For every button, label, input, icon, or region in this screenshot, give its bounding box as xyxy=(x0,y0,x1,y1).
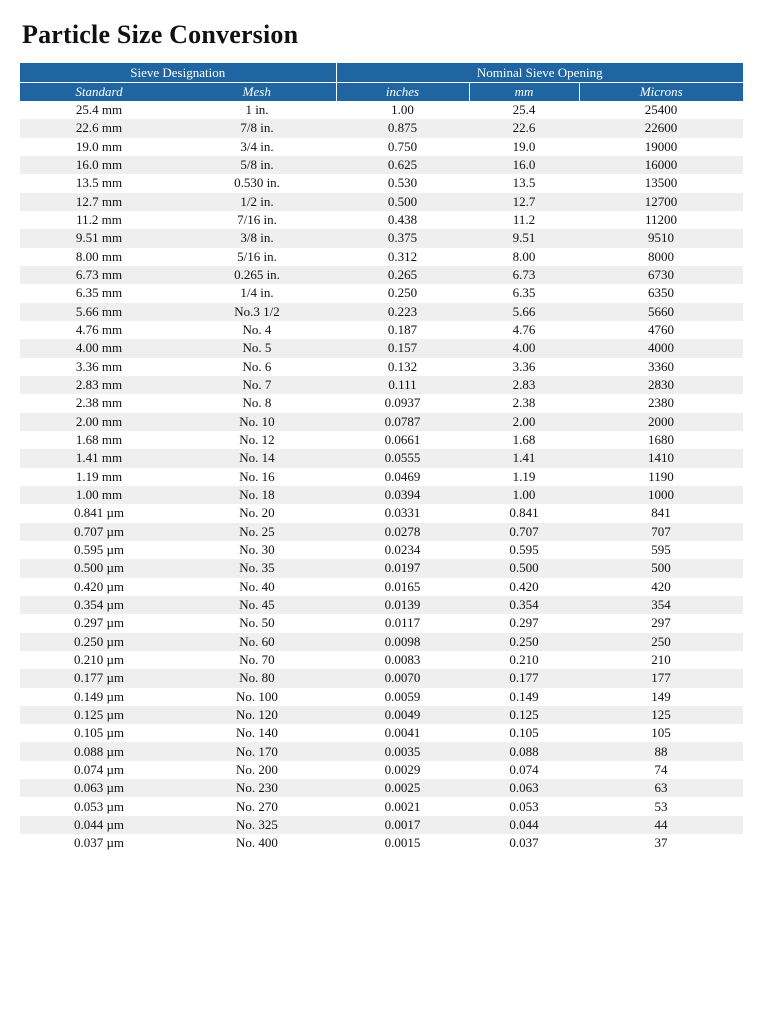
cell-standard: 0.063 µm xyxy=(20,779,178,797)
cell-standard: 13.5 mm xyxy=(20,174,178,192)
cell-mm: 0.177 xyxy=(469,669,579,687)
table-row xyxy=(20,523,743,541)
cell-mm: 0.105 xyxy=(469,724,579,742)
cell-mm: 2.83 xyxy=(469,376,579,394)
cell-inches: 0.0015 xyxy=(336,834,469,852)
cell-inches: 0.0661 xyxy=(336,431,469,449)
page-title: Particle Size Conversion xyxy=(22,20,299,49)
cell-standard: 19.0 mm xyxy=(20,138,178,156)
table-row xyxy=(20,229,743,247)
cell-inches: 0.0049 xyxy=(336,706,469,724)
cell-mesh: No.3 1/2 xyxy=(178,303,336,321)
cell-mm: 3.36 xyxy=(469,358,579,376)
table-row xyxy=(20,193,743,211)
cell-microns: 2830 xyxy=(579,376,743,394)
cell-inches: 0.312 xyxy=(336,248,469,266)
header-column-row xyxy=(20,83,743,102)
cell-mm: 8.00 xyxy=(469,248,579,266)
table-row xyxy=(20,724,743,742)
cell-inches: 0.0025 xyxy=(336,779,469,797)
cell-standard: 8.00 mm xyxy=(20,248,178,266)
cell-mesh: No. 50 xyxy=(178,614,336,632)
table-row xyxy=(20,688,743,706)
table-row xyxy=(20,211,743,229)
cell-mesh: 5/16 in. xyxy=(178,248,336,266)
cell-mesh: No. 40 xyxy=(178,578,336,596)
cell-standard: 2.83 mm xyxy=(20,376,178,394)
cell-inches: 0.132 xyxy=(336,358,469,376)
cell-mesh: No. 80 xyxy=(178,669,336,687)
table-row xyxy=(20,284,743,302)
cell-mm: 2.00 xyxy=(469,413,579,431)
cell-microns: 1680 xyxy=(579,431,743,449)
cell-mesh: No. 200 xyxy=(178,761,336,779)
cell-standard: 0.044 µm xyxy=(20,816,178,834)
cell-mesh: No. 16 xyxy=(178,468,336,486)
cell-mm: 0.420 xyxy=(469,578,579,596)
cell-standard: 0.088 µm xyxy=(20,742,178,760)
cell-microns: 210 xyxy=(579,651,743,669)
cell-standard: 0.037 µm xyxy=(20,834,178,852)
table-row xyxy=(20,321,743,339)
cell-mesh: No. 7 xyxy=(178,376,336,394)
cell-microns: 22600 xyxy=(579,119,743,137)
table-row xyxy=(20,449,743,467)
header-inches: inches xyxy=(336,83,469,102)
table-row xyxy=(20,559,743,577)
cell-standard: 1.00 mm xyxy=(20,486,178,504)
cell-microns: 105 xyxy=(579,724,743,742)
cell-mm: 5.66 xyxy=(469,303,579,321)
table-row xyxy=(20,101,743,119)
cell-standard: 5.66 mm xyxy=(20,303,178,321)
cell-standard: 0.177 µm xyxy=(20,669,178,687)
cell-microns: 16000 xyxy=(579,156,743,174)
cell-mm: 0.354 xyxy=(469,596,579,614)
cell-mm: 19.0 xyxy=(469,138,579,156)
cell-mm: 0.088 xyxy=(469,742,579,760)
cell-standard: 0.841 µm xyxy=(20,504,178,522)
cell-inches: 0.0035 xyxy=(336,742,469,760)
cell-standard: 4.76 mm xyxy=(20,321,178,339)
cell-mesh: 7/8 in. xyxy=(178,119,336,137)
header-standard: Standard xyxy=(20,83,178,102)
cell-mm: 0.250 xyxy=(469,633,579,651)
cell-mesh: No. 170 xyxy=(178,742,336,760)
cell-mm: 1.41 xyxy=(469,449,579,467)
table-row xyxy=(20,651,743,669)
cell-mm: 0.037 xyxy=(469,834,579,852)
table-row xyxy=(20,248,743,266)
cell-microns: 841 xyxy=(579,504,743,522)
table-body xyxy=(20,101,743,852)
cell-standard: 0.105 µm xyxy=(20,724,178,742)
cell-microns: 177 xyxy=(579,669,743,687)
cell-standard: 4.00 mm xyxy=(20,339,178,357)
cell-mm: 25.4 xyxy=(469,101,579,119)
cell-microns: 88 xyxy=(579,742,743,760)
table-row xyxy=(20,541,743,559)
table-row xyxy=(20,669,743,687)
cell-standard: 6.73 mm xyxy=(20,266,178,284)
cell-microns: 37 xyxy=(579,834,743,852)
cell-mesh: No. 5 xyxy=(178,339,336,357)
cell-microns: 13500 xyxy=(579,174,743,192)
table-row xyxy=(20,266,743,284)
cell-microns: 1410 xyxy=(579,449,743,467)
cell-mesh: No. 230 xyxy=(178,779,336,797)
cell-mesh: No. 120 xyxy=(178,706,336,724)
cell-mm: 0.074 xyxy=(469,761,579,779)
cell-inches: 0.0197 xyxy=(336,559,469,577)
cell-mm: 0.063 xyxy=(469,779,579,797)
cell-mesh: No. 8 xyxy=(178,394,336,412)
cell-inches: 0.500 xyxy=(336,193,469,211)
cell-inches: 0.0394 xyxy=(336,486,469,504)
cell-mesh: No. 45 xyxy=(178,596,336,614)
cell-microns: 19000 xyxy=(579,138,743,156)
table-row xyxy=(20,486,743,504)
cell-microns: 63 xyxy=(579,779,743,797)
cell-inches: 1.00 xyxy=(336,101,469,119)
cell-standard: 0.297 µm xyxy=(20,614,178,632)
cell-inches: 0.0041 xyxy=(336,724,469,742)
table-row xyxy=(20,156,743,174)
cell-standard: 0.125 µm xyxy=(20,706,178,724)
cell-standard: 3.36 mm xyxy=(20,358,178,376)
table-row xyxy=(20,174,743,192)
cell-microns: 149 xyxy=(579,688,743,706)
cell-inches: 0.0021 xyxy=(336,797,469,815)
cell-standard: 16.0 mm xyxy=(20,156,178,174)
cell-mesh: 0.265 in. xyxy=(178,266,336,284)
table-row xyxy=(20,596,743,614)
table-row xyxy=(20,119,743,137)
table-row xyxy=(20,578,743,596)
cell-mm: 6.73 xyxy=(469,266,579,284)
table-row xyxy=(20,376,743,394)
cell-microns: 354 xyxy=(579,596,743,614)
cell-mesh: No. 325 xyxy=(178,816,336,834)
cell-mm: 9.51 xyxy=(469,229,579,247)
cell-mesh: 0.530 in. xyxy=(178,174,336,192)
table-row xyxy=(20,742,743,760)
table-row xyxy=(20,614,743,632)
header-group-row xyxy=(20,63,743,83)
cell-inches: 0.625 xyxy=(336,156,469,174)
cell-mesh: 7/16 in. xyxy=(178,211,336,229)
cell-mm: 0.500 xyxy=(469,559,579,577)
table-row xyxy=(20,816,743,834)
header-microns: Microns xyxy=(579,83,743,102)
cell-mesh: No. 100 xyxy=(178,688,336,706)
cell-inches: 0.223 xyxy=(336,303,469,321)
cell-mesh: No. 4 xyxy=(178,321,336,339)
cell-mesh: 3/8 in. xyxy=(178,229,336,247)
header-sieve-designation: Sieve Designation xyxy=(20,63,336,83)
cell-inches: 0.530 xyxy=(336,174,469,192)
cell-standard: 2.38 mm xyxy=(20,394,178,412)
cell-inches: 0.157 xyxy=(336,339,469,357)
cell-mm: 0.595 xyxy=(469,541,579,559)
cell-mesh: 1/2 in. xyxy=(178,193,336,211)
header-nominal-sieve-opening: Nominal Sieve Opening xyxy=(336,63,743,83)
cell-microns: 25400 xyxy=(579,101,743,119)
cell-standard: 0.074 µm xyxy=(20,761,178,779)
cell-mesh: No. 25 xyxy=(178,523,336,541)
cell-microns: 4000 xyxy=(579,339,743,357)
cell-mesh: No. 12 xyxy=(178,431,336,449)
cell-mesh: No. 30 xyxy=(178,541,336,559)
cell-mm: 1.19 xyxy=(469,468,579,486)
cell-standard: 1.19 mm xyxy=(20,468,178,486)
cell-inches: 0.750 xyxy=(336,138,469,156)
table-row xyxy=(20,706,743,724)
cell-inches: 0.0787 xyxy=(336,413,469,431)
table-row xyxy=(20,339,743,357)
cell-mm: 16.0 xyxy=(469,156,579,174)
cell-inches: 0.438 xyxy=(336,211,469,229)
table-row xyxy=(20,779,743,797)
cell-inches: 0.0331 xyxy=(336,504,469,522)
cell-mm: 4.00 xyxy=(469,339,579,357)
table-row xyxy=(20,504,743,522)
cell-mesh: No. 10 xyxy=(178,413,336,431)
table-row xyxy=(20,834,743,852)
cell-mm: 2.38 xyxy=(469,394,579,412)
cell-microns: 9510 xyxy=(579,229,743,247)
cell-mm: 1.00 xyxy=(469,486,579,504)
cell-standard: 1.68 mm xyxy=(20,431,178,449)
header-mesh: Mesh xyxy=(178,83,336,102)
cell-mm: 0.297 xyxy=(469,614,579,632)
cell-standard: 0.053 µm xyxy=(20,797,178,815)
cell-microns: 125 xyxy=(579,706,743,724)
cell-inches: 0.250 xyxy=(336,284,469,302)
cell-inches: 0.0278 xyxy=(336,523,469,541)
cell-microns: 4760 xyxy=(579,321,743,339)
cell-standard: 11.2 mm xyxy=(20,211,178,229)
cell-mm: 6.35 xyxy=(469,284,579,302)
cell-mesh: No. 20 xyxy=(178,504,336,522)
cell-mm: 0.210 xyxy=(469,651,579,669)
cell-mm: 0.707 xyxy=(469,523,579,541)
cell-standard: 25.4 mm xyxy=(20,101,178,119)
table-header xyxy=(20,63,743,101)
cell-microns: 1000 xyxy=(579,486,743,504)
cell-microns: 250 xyxy=(579,633,743,651)
cell-inches: 0.0139 xyxy=(336,596,469,614)
cell-microns: 500 xyxy=(579,559,743,577)
cell-mesh: No. 400 xyxy=(178,834,336,852)
cell-mm: 0.841 xyxy=(469,504,579,522)
cell-microns: 297 xyxy=(579,614,743,632)
cell-inches: 0.0070 xyxy=(336,669,469,687)
cell-microns: 707 xyxy=(579,523,743,541)
cell-standard: 6.35 mm xyxy=(20,284,178,302)
cell-microns: 2000 xyxy=(579,413,743,431)
table-row xyxy=(20,138,743,156)
cell-inches: 0.0165 xyxy=(336,578,469,596)
table-row xyxy=(20,633,743,651)
cell-inches: 0.187 xyxy=(336,321,469,339)
cell-mesh: 1/4 in. xyxy=(178,284,336,302)
cell-standard: 0.420 µm xyxy=(20,578,178,596)
cell-mesh: 1 in. xyxy=(178,101,336,119)
cell-mm: 12.7 xyxy=(469,193,579,211)
table-row xyxy=(20,394,743,412)
cell-microns: 44 xyxy=(579,816,743,834)
table-row xyxy=(20,797,743,815)
cell-inches: 0.0117 xyxy=(336,614,469,632)
cell-microns: 11200 xyxy=(579,211,743,229)
cell-mesh: No. 60 xyxy=(178,633,336,651)
cell-inches: 0.0555 xyxy=(336,449,469,467)
table-row xyxy=(20,431,743,449)
cell-standard: 0.500 µm xyxy=(20,559,178,577)
cell-inches: 0.265 xyxy=(336,266,469,284)
cell-mesh: 3/4 in. xyxy=(178,138,336,156)
cell-inches: 0.0029 xyxy=(336,761,469,779)
cell-mesh: No. 270 xyxy=(178,797,336,815)
cell-standard: 0.149 µm xyxy=(20,688,178,706)
cell-inches: 0.0098 xyxy=(336,633,469,651)
cell-mm: 11.2 xyxy=(469,211,579,229)
cell-microns: 2380 xyxy=(579,394,743,412)
cell-mm: 0.053 xyxy=(469,797,579,815)
cell-inches: 0.0234 xyxy=(336,541,469,559)
cell-microns: 1190 xyxy=(579,468,743,486)
cell-inches: 0.0059 xyxy=(336,688,469,706)
cell-inches: 0.111 xyxy=(336,376,469,394)
cell-inches: 0.0017 xyxy=(336,816,469,834)
cell-standard: 0.210 µm xyxy=(20,651,178,669)
cell-mm: 0.149 xyxy=(469,688,579,706)
cell-mesh: No. 70 xyxy=(178,651,336,669)
table-row xyxy=(20,468,743,486)
table-row xyxy=(20,303,743,321)
table-row xyxy=(20,413,743,431)
cell-mesh: 5/8 in. xyxy=(178,156,336,174)
cell-microns: 6730 xyxy=(579,266,743,284)
cell-microns: 74 xyxy=(579,761,743,779)
cell-standard: 0.354 µm xyxy=(20,596,178,614)
cell-inches: 0.0469 xyxy=(336,468,469,486)
cell-mesh: No. 18 xyxy=(178,486,336,504)
cell-mm: 13.5 xyxy=(469,174,579,192)
cell-mm: 22.6 xyxy=(469,119,579,137)
cell-microns: 12700 xyxy=(579,193,743,211)
header-mm: mm xyxy=(469,83,579,102)
cell-standard: 0.595 µm xyxy=(20,541,178,559)
cell-mm: 0.044 xyxy=(469,816,579,834)
cell-mm: 0.125 xyxy=(469,706,579,724)
cell-mesh: No. 35 xyxy=(178,559,336,577)
cell-inches: 0.375 xyxy=(336,229,469,247)
conversion-table xyxy=(20,63,743,852)
cell-standard: 0.707 µm xyxy=(20,523,178,541)
cell-microns: 3360 xyxy=(579,358,743,376)
cell-standard: 1.41 mm xyxy=(20,449,178,467)
cell-microns: 6350 xyxy=(579,284,743,302)
cell-standard: 2.00 mm xyxy=(20,413,178,431)
cell-inches: 0.875 xyxy=(336,119,469,137)
cell-standard: 0.250 µm xyxy=(20,633,178,651)
cell-mm: 4.76 xyxy=(469,321,579,339)
cell-inches: 0.0083 xyxy=(336,651,469,669)
cell-mesh: No. 6 xyxy=(178,358,336,376)
cell-standard: 12.7 mm xyxy=(20,193,178,211)
cell-mesh: No. 140 xyxy=(178,724,336,742)
cell-mm: 1.68 xyxy=(469,431,579,449)
cell-microns: 595 xyxy=(579,541,743,559)
cell-inches: 0.0937 xyxy=(336,394,469,412)
cell-standard: 9.51 mm xyxy=(20,229,178,247)
table-row xyxy=(20,358,743,376)
cell-microns: 8000 xyxy=(579,248,743,266)
table-row xyxy=(20,761,743,779)
cell-standard: 22.6 mm xyxy=(20,119,178,137)
cell-microns: 53 xyxy=(579,797,743,815)
cell-mesh: No. 14 xyxy=(178,449,336,467)
cell-microns: 5660 xyxy=(579,303,743,321)
cell-microns: 420 xyxy=(579,578,743,596)
conversion-table-container xyxy=(20,63,743,852)
